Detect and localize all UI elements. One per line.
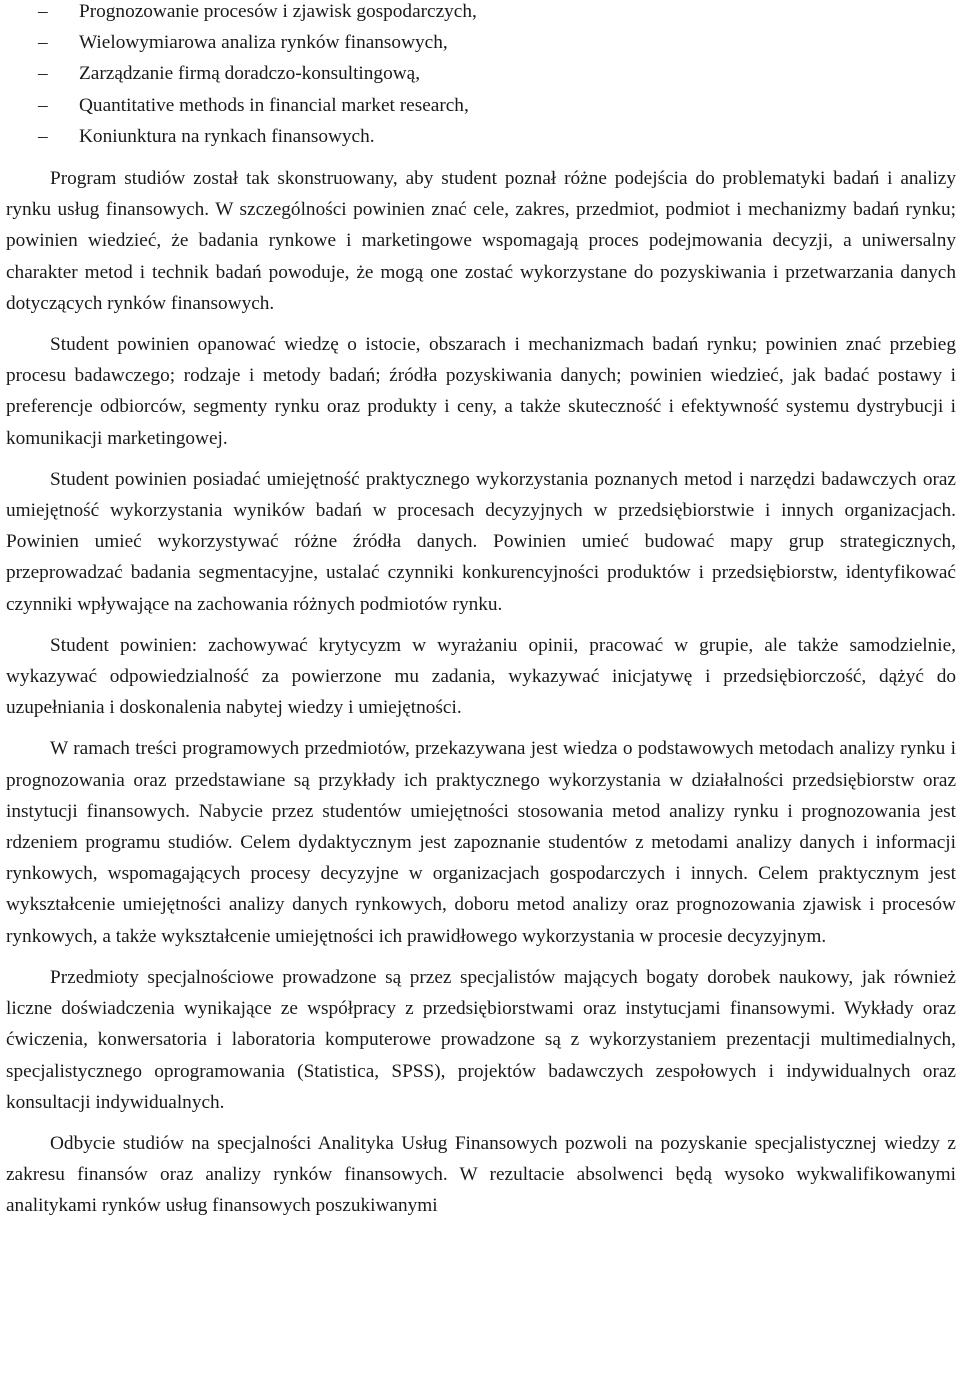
paragraph-skills: Student powinien posiadać umiejętność praktycznego wykorzystania poznanych metod i narzędzi badawczych oraz umiejętność wykorzystania wyników badań w procesach decyzyjnych w przedsiębiorstwie i innych organizacjach. Powinien umieć wykorzystywać różne źródła danych. Powinien umieć budować mapy grup strategicznych, przeprowadzać badania segmentacyjne, ustalać czynniki konkurencyjności produktów i przedsiębiorstw, identyfikować czynniki wpływające na zachowania różnych podmiotów rynku. [6,468,956,615]
bullet-dash: – [38,63,48,85]
paragraph-teaching-staff: Przedmioty specjalnościowe prowadzone są przez specjalistów mających bogaty dorobek naukowy, jak również liczne doświadczenia wynikające ze współpracy z przedsiębiorstwami oraz instytucjami finansowymi. Wykłady oraz ćwiczenia, konwersatoria i laboratoria komputerowe prowadzone są z wykorzystaniem prezentacji multimedialnych, specjalistycznego oprogramowania (Statistica, SPSS), projektów badawczych zespołowych i indywidualnych oraz konsultacji indywidualnych. [6,966,956,1113]
paragraph-program-overview: Program studiów został tak skonstruowany, aby student poznał różne podejścia do problematyki badań i analizy rynku usług finansowych. W szczególności powinien znać cele, zakres, przedmiot, podmiot i mechanizmy badań rynku; powinien wiedzieć, że badania rynkowe i marketingowe wspomagają proces podejmowania decyzji, a uniwersalny charakter metod i technik badań powoduje, że mogą one zostać wykorzystane do pozyskiwania i przetwarzania danych dotyczących rynków finansowych. [6,168,956,314]
paragraph-program-content: W ramach treści programowych przedmiotów, przekazywana jest wiedza o podstawowych metodach analizy rynku i prognozowania oraz przedstawiane są przykłady ich praktycznego wykorzystania w działalności przedsiębiorstw oraz instytucji finansowych. Nabycie przez studentów umiejętności stosowania metod analizy rynku i prognozowania jest rdzeniem programu studiów. Celem dydaktycznym jest zapoznanie studentów z metodami analizy danych i informacji rynkowych, wspomagających procesy decyzyjne w organizacjach gospodarczych i innych. Celem praktycznym jest wykształcenie umiejętności analizy danych rynkowych, doboru metod analizy oraz prognozowania zjawisk i procesów rynkowych, a także wykształcenie umiejętności ich prawidłowego wykorzystania w procesie decyzyjnym. [6,738,956,947]
bullet-dash: – [38,32,48,54]
paragraph-graduate-outcome: Odbycie studiów na specjalności Analityka Usług Finansowych pozwoli na pozyskanie specjalistycznej wiedzy z zakresu finansów oraz analizy rynków finansowych. W rezultacie absolwenci będą wysoko wykwalifikowanymi analitykami rynków usług finansowych poszukiwanymi [6,1132,956,1217]
course-list [6,0,956,152]
paragraph-competences: Student powinien: zachowywać krytycyzm w wyrażaniu opinii, pracować w grupie, ale także samodzielnie, wykazywać odpowiedzialność za powierzone mu zadania, wykazywać inicjatywę i przedsiębiorczość, dążyć do uzupełniania i doskonalenia nabytej wiedzy i umiejętności. [6,634,956,719]
list-item-text: Prognozowanie procesów i zjawisk gospodarczych, [79,1,477,22]
list-item [6,58,956,89]
list-item [6,27,956,58]
list-item-text: Zarządzanie firmą doradczo-konsultingową, [79,63,421,85]
bullet-dash: – [38,125,48,147]
list-item [6,121,956,152]
paragraph-knowledge: Student powinien opanować wiedzę o istocie, obszarach i mechanizmach badań rynku; powinien znać przebieg procesu badawczego; rodzaje i metody badań; źródła pozyskiwania danych; powinien wiedzieć, jak badać postawy i preferencje odbiorców, segmenty rynku oraz produkty i ceny, a także skuteczność i efektywność systemu dystrybucji i komunikacji marketingowej. [6,334,956,449]
bullet-dash: – [38,1,48,22]
bullet-dash: – [38,94,48,116]
list-item-text: Quantitative methods in financial market research, [79,94,469,116]
list-item [6,0,956,27]
document-page [6,0,956,1222]
list-item [6,90,956,121]
list-item-text: Koniunktura na rynkach finansowych. [79,125,375,147]
list-item-text: Wielowymiarowa analiza rynków finansowych, [79,32,448,54]
